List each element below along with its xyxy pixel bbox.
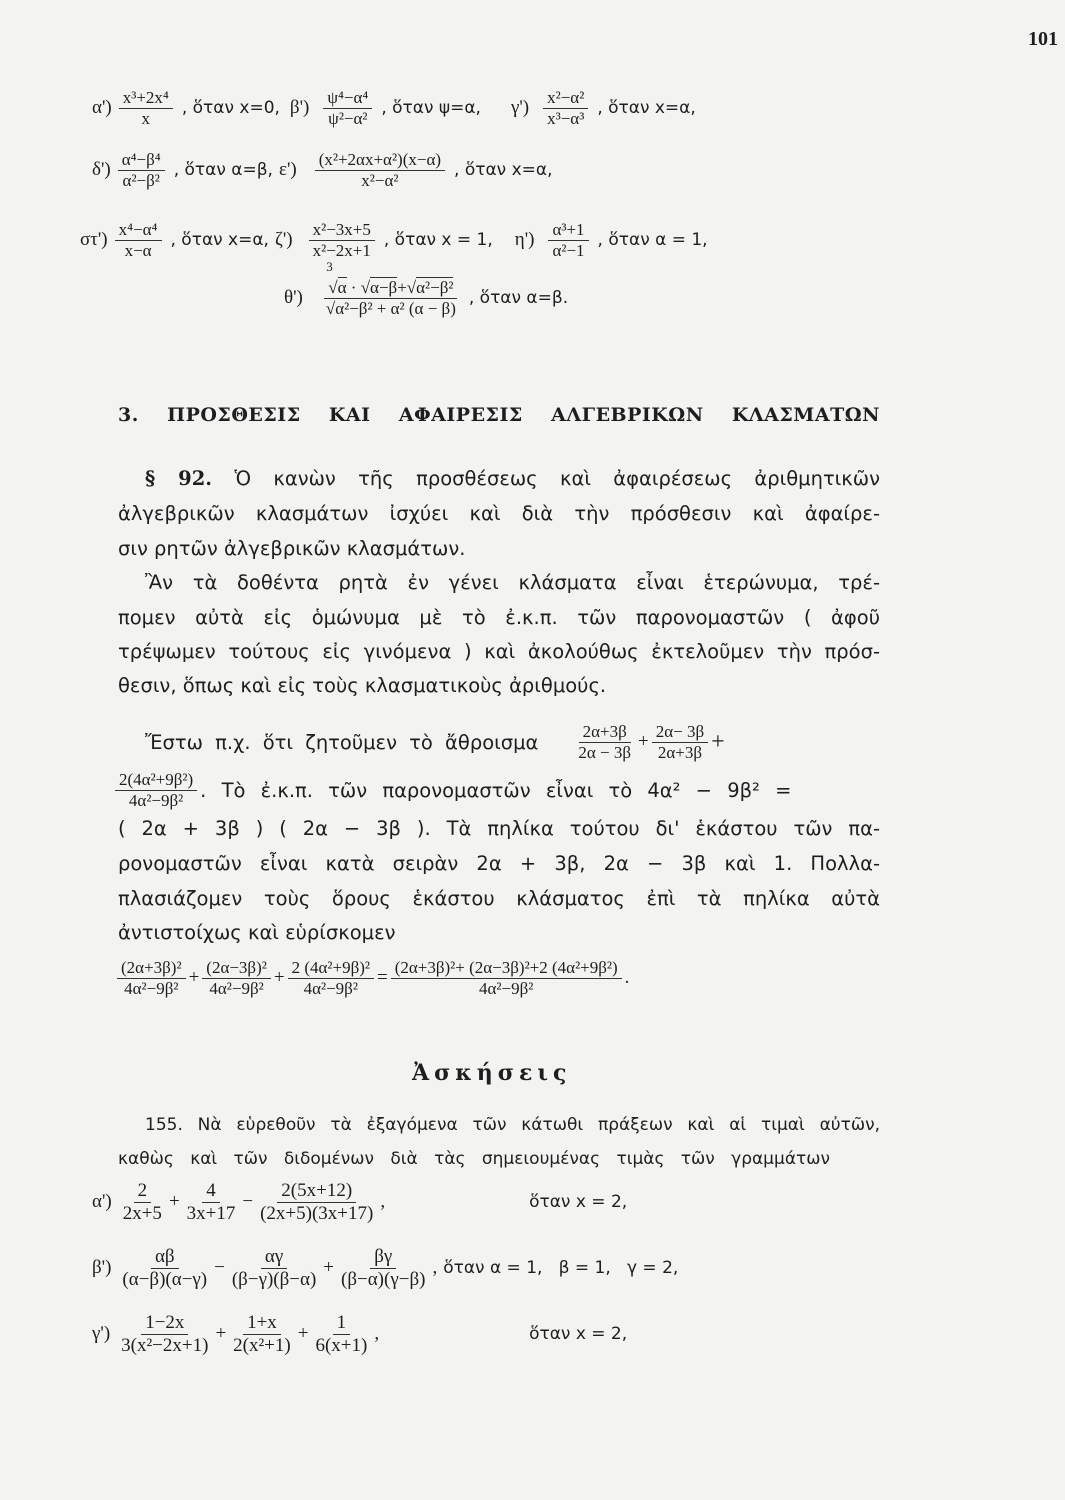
exercise-155-a xyxy=(92,1180,633,1225)
condition-z: , ὅταν x = 1, xyxy=(383,230,493,251)
fraction-h xyxy=(548,220,588,260)
period: . xyxy=(624,967,630,989)
denominator: (2x+5)(3x+17) xyxy=(260,1202,374,1224)
fraction-z xyxy=(309,220,375,260)
condition: ὅταν α = 1, β = 1, γ = 2, xyxy=(443,1258,679,1279)
fraction xyxy=(229,1312,295,1357)
radicand: α²−β² xyxy=(416,278,454,297)
paragraph-line-9: ρονομαστῶν εἶναι κατὰ σειρὰν 2α + 3β, 2α − 3β καὶ 1. Πολλα- xyxy=(118,852,880,875)
denominator: (α−β)(α−γ) xyxy=(122,1268,208,1290)
exercise-row-2 xyxy=(92,150,559,190)
radicand: α xyxy=(337,278,347,297)
denominator: α²−β² xyxy=(122,170,160,190)
plus: + xyxy=(638,731,649,753)
numerator: 2(4α²+9β²) xyxy=(115,770,197,791)
denominator: 2x+5 xyxy=(122,1202,162,1224)
label: α') xyxy=(92,1191,112,1213)
paragraph-line-3: σιν ρητῶν ἀλγεβρικῶν κλασμάτων. xyxy=(118,537,466,560)
fraction xyxy=(311,1312,371,1357)
paragraph-line-10: πλασιάζομεν τοὺς ὅρους ἑκάστου κλάσματος ἐπὶ τὰ πηλίκα αὐτὰ xyxy=(118,887,880,910)
plus: + xyxy=(711,728,725,755)
numerator: (2α+3β)²+ (2α−3β)²+2 (4α²+9β²) xyxy=(391,958,622,979)
lcm-line xyxy=(112,770,791,810)
denominator: α²−1 xyxy=(552,240,585,260)
denominator: x²−2x+1 xyxy=(312,240,371,260)
paragraph-line-8: ( 2α + 3β ) ( 2α − 3β ). Τὰ πηλίκα τούτου δι' ἑκάστου τῶν πα- xyxy=(118,817,880,840)
exercise-row-3 xyxy=(80,220,714,260)
denominator: √α²−β² + α² (α − β) xyxy=(325,298,456,318)
denominator: 4α²−9β² xyxy=(303,978,358,998)
text: . Τὸ ἐ.κ.π. τῶν παρονομαστῶν εἶναι τὸ 4α² − 9β² = xyxy=(200,778,792,802)
denominator: x³−α³ xyxy=(547,108,585,128)
denominator: 2α+3β xyxy=(657,742,703,762)
condition-e: , ὅταν x=α, xyxy=(454,160,553,181)
paragraph-line-5: πομεν αὐτὰ εἰς ὁμώνυμα μὲ τὸ ἐ.κ.π. τῶν παρονομαστῶν ( ἀφοῦ xyxy=(118,606,880,629)
denominator: 3x+17 xyxy=(186,1202,236,1224)
section-mark: § 92. xyxy=(145,467,213,490)
root-index: 3 xyxy=(326,259,333,274)
operator: − xyxy=(214,1257,225,1279)
label-d: δ') xyxy=(92,159,111,181)
label-c: γ') xyxy=(510,97,530,119)
numerator: 1+x xyxy=(243,1312,281,1335)
fraction xyxy=(117,1312,212,1357)
condition-th: , ὅταν α=β. xyxy=(468,288,569,309)
example-line xyxy=(145,722,725,762)
denominator: 3(x²−2x+1) xyxy=(121,1334,209,1356)
comma: , xyxy=(432,1257,438,1279)
fraction-th xyxy=(322,259,460,318)
term: + α² (α − β) xyxy=(372,298,456,318)
exercise-155-c xyxy=(92,1312,633,1357)
numerator: 2α+3β xyxy=(579,722,631,743)
numerator: 4 xyxy=(202,1180,220,1203)
operator: + xyxy=(323,1257,335,1279)
denominator: x xyxy=(141,108,151,128)
denominator: x−α xyxy=(124,240,152,260)
paragraph-line-4: Ἂν τὰ δοθέντα ρητὰ ἐν γένει κλάσματα εἶναι ἑτερώνυμα, τρέ- xyxy=(145,571,880,594)
label-b: β') xyxy=(289,97,310,119)
label-z: ζ') xyxy=(274,229,293,251)
condition-h: , ὅταν α = 1, xyxy=(597,230,708,251)
equals: = xyxy=(376,967,388,989)
operator: + xyxy=(168,1191,180,1213)
numerator: α³+1 xyxy=(548,220,588,241)
condition-c: , ὅταν x=α, xyxy=(597,98,696,119)
plus: + xyxy=(397,278,407,297)
operator: − xyxy=(242,1191,254,1213)
fraction-st xyxy=(115,220,162,260)
numerator: (2α−3β)² xyxy=(202,958,271,979)
term-2 xyxy=(202,958,271,998)
numerator: x²−α² xyxy=(543,88,588,109)
denominator: x²−α² xyxy=(361,170,399,190)
fraction xyxy=(119,1180,166,1225)
condition: ὅταν x = 2, xyxy=(529,1324,628,1345)
fraction xyxy=(337,1246,429,1291)
exercise-theta xyxy=(284,259,574,318)
fraction-3 xyxy=(115,770,197,810)
term-3 xyxy=(288,958,374,998)
operator: + xyxy=(215,1323,227,1345)
numerator: x³+2x⁴ xyxy=(119,88,173,109)
numerator: αγ xyxy=(261,1246,287,1269)
fraction xyxy=(183,1180,240,1225)
denominator: 4α²−9β² xyxy=(128,790,184,810)
numerator: α⁴−β⁴ xyxy=(118,150,165,171)
condition: ὅταν x = 2, xyxy=(529,1192,628,1213)
text: Ἔστω π.χ. ὅτι ζητοῦμεν τὸ ἄθροισμα xyxy=(145,730,539,754)
text: Ὁ κανὼν τῆς προσθέσεως καὶ ἀφαιρέσεως ἀριθμητικῶν xyxy=(234,467,880,490)
numerator: 2 xyxy=(134,1180,152,1203)
numerator: 3 √α · √α−β+√α²−β² xyxy=(324,278,457,299)
exercise-row-1 xyxy=(92,88,702,128)
fraction-e xyxy=(315,150,445,190)
label-st: στ') xyxy=(80,229,108,251)
denominator: 4α²−9β² xyxy=(209,978,264,998)
numerator: (2α+3β)² xyxy=(117,958,186,979)
label: β') xyxy=(92,1257,112,1279)
denominator: ψ²−α² xyxy=(328,108,368,128)
denominator: 2α − 3β xyxy=(578,742,632,762)
exercise-155-line-1: 155. Νὰ εὑρεθοῦν τὰ ἐξαγόμενα τῶν κάτωθι πράξεων καὶ αἱ τιμαὶ αὐτῶν, xyxy=(145,1115,880,1135)
condition-d: , ὅταν α=β, xyxy=(173,160,273,181)
fraction-d xyxy=(118,150,165,190)
operator: + xyxy=(297,1323,309,1345)
radicand: α−β xyxy=(370,278,398,297)
fraction xyxy=(256,1180,377,1225)
numerator: αβ xyxy=(151,1246,179,1269)
label-h: η') xyxy=(514,229,535,251)
plus: + xyxy=(188,967,200,989)
numerator: 2α− 3β xyxy=(652,722,708,743)
page-number: 101 xyxy=(1028,28,1058,50)
condition-b: , ὅταν ψ=α, xyxy=(381,98,481,119)
radicand: α²−β² xyxy=(335,298,373,318)
numerator: x²−3x+5 xyxy=(309,220,375,241)
condition-a: , ὅταν x=0, xyxy=(181,98,280,119)
numerator: 1 xyxy=(333,1312,351,1335)
fraction-c xyxy=(543,88,588,128)
denominator: 4α²−9β² xyxy=(479,978,534,998)
denominator: 2(x²+1) xyxy=(233,1334,291,1356)
label-a: α') xyxy=(92,97,112,119)
paragraph-line-1 xyxy=(145,464,880,494)
exercise-155-b xyxy=(92,1246,684,1291)
numerator: 1−2x xyxy=(141,1312,188,1335)
numerator: ψ⁴−α⁴ xyxy=(323,88,372,109)
fraction xyxy=(228,1246,320,1291)
exercises-heading: Ἀσκήσεις xyxy=(412,1060,572,1086)
fraction-1 xyxy=(574,722,635,762)
denominator: (β−α)(γ−β) xyxy=(341,1268,426,1290)
paragraph-line-6: τρέψωμεν τούτους εἰς γινόμενα ) καὶ ἀκολούθως ἐκτελοῦμεν τὴν πρόσ- xyxy=(118,640,880,663)
denominator: 6(x+1) xyxy=(315,1334,368,1356)
numerator: 2 (4α²+9β)² xyxy=(288,958,374,979)
sum-equation xyxy=(114,958,629,998)
fraction-b xyxy=(323,88,372,128)
denominator: (β−γ)(β−α) xyxy=(231,1268,317,1290)
condition-st: , ὅταν x=α, xyxy=(170,230,269,251)
fraction-a xyxy=(119,88,173,128)
numerator: βγ xyxy=(370,1246,396,1269)
dot: · xyxy=(346,278,361,297)
exercise-155-line-2: καθὼς καὶ τῶν διδομένων διὰ τὰς σημειουμένας τιμὰς τῶν γραμμάτων xyxy=(118,1149,830,1169)
result xyxy=(391,958,622,998)
paragraph-line-11: ἀντιστοίχως καὶ εὑρίσκομεν xyxy=(118,921,396,944)
label: γ') xyxy=(92,1323,111,1345)
comma: , xyxy=(374,1323,380,1345)
denominator: 4α²−9β² xyxy=(124,978,179,998)
section-heading: 3. ΠΡΟΣΘΕΣΙΣ ΚΑΙ ΑΦΑΙΡΕΣΙΣ ΑΛΓΕΒΡΙΚΩΝ ΚΛΑΣΜΑΤΩΝ xyxy=(118,404,880,426)
numerator: 2(5x+12) xyxy=(277,1180,356,1203)
comma: , xyxy=(380,1191,386,1213)
label-th: θ') xyxy=(284,287,303,309)
paragraph-line-7: θεσιν, ὅπως καὶ εἰς τοὺς κλασματικοὺς ἀριθμούς. xyxy=(118,674,607,697)
paragraph-line-2: ἀλγεβρικῶν κλασμάτων ἰσχύει καὶ διὰ τὴν πρόσθεσιν καὶ ἀφαίρε- xyxy=(118,502,880,525)
numerator: x⁴−α⁴ xyxy=(115,220,162,241)
term-1 xyxy=(117,958,186,998)
fraction-2 xyxy=(652,722,708,762)
numerator: (x²+2αx+α²)(x−α) xyxy=(315,150,445,171)
label-e: ε') xyxy=(278,159,297,181)
plus: + xyxy=(273,967,285,989)
fraction xyxy=(118,1246,211,1291)
